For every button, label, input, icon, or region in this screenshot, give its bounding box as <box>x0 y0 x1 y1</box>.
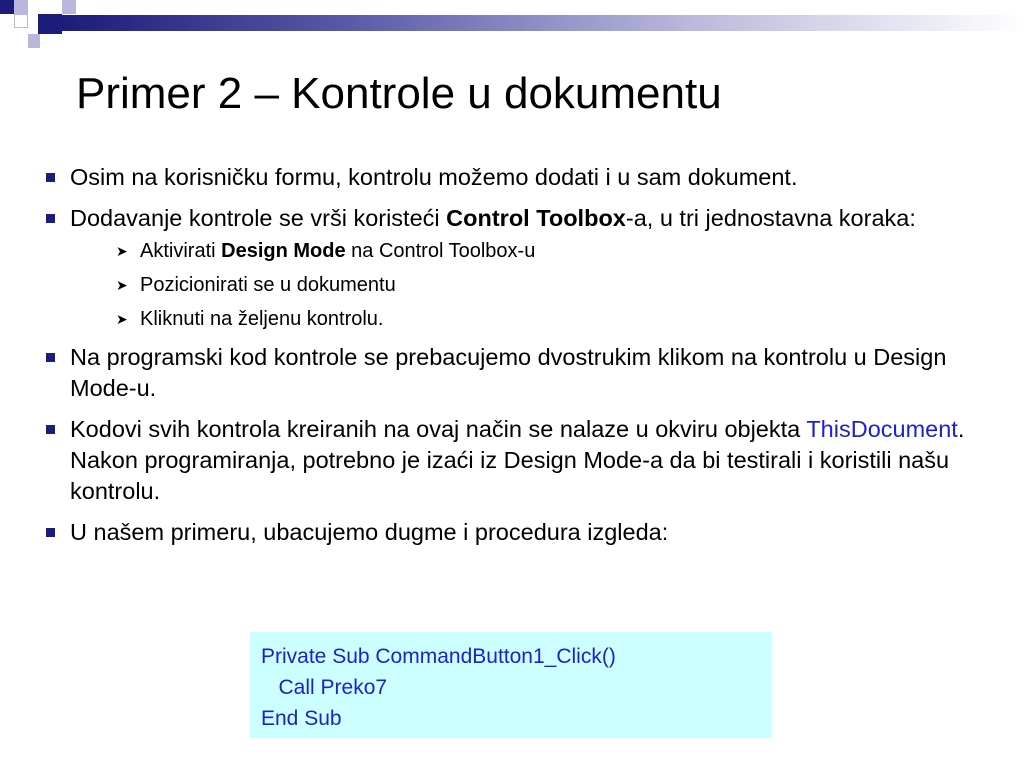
slide-title: Primer 2 – Kontrole u dokumentu <box>76 69 722 118</box>
bullet-text: -a, u tri jednostavna koraka: <box>625 205 916 231</box>
bullet-item <box>44 342 1014 404</box>
bullet-text: Kodovi svih kontrola kreiranih na ovaj način se nalaze u okviru objekta <box>70 416 807 442</box>
decor-square <box>14 14 28 28</box>
this-document-highlight: ThisDocument <box>806 416 958 442</box>
decor-square <box>14 0 28 14</box>
decor-square <box>38 14 62 34</box>
step-text: na Control Toolbox-u <box>345 240 536 262</box>
arrow-bullet-icon: ➤ <box>116 243 128 259</box>
bullet-bold-text: Control Toolbox <box>446 205 626 231</box>
header-gradient-band <box>62 15 1024 31</box>
code-line: End Sub <box>261 707 342 730</box>
bullet-text: U našem primeru, ubacujemo dugme i procedura izgleda: <box>70 519 669 545</box>
bullet-square-icon <box>46 173 55 182</box>
decor-square <box>62 0 76 14</box>
bullet-item <box>44 203 1014 332</box>
bullet-item <box>44 414 1014 507</box>
decor-square <box>28 34 40 48</box>
bullet-square-icon <box>46 353 55 362</box>
bullet-square-icon <box>46 214 55 223</box>
step-list <box>70 238 1014 332</box>
step-item <box>70 238 1014 264</box>
decor-square <box>0 0 14 14</box>
arrow-bullet-icon: ➤ <box>116 311 128 327</box>
bullet-list <box>44 162 1014 558</box>
bullet-square-icon <box>46 528 55 537</box>
bullet-text: Osim na korisničku formu, kontrolu možemo dodati i u sam dokument. <box>70 164 798 190</box>
step-bold-text: Design Mode <box>221 240 346 262</box>
code-line: Call Preko7 <box>261 676 388 699</box>
bullet-text: Na programski kod kontrole se prebacujemo dvostrukim klikom na kontrolu u Design Mode-u. <box>70 344 947 401</box>
bullet-text: Dodavanje kontrole se vrši koristeći <box>70 205 447 231</box>
bullet-text: . Nakon programiranja, potrebno je izaći iz Design Mode-a da bi testirali i koristili našu kontrolu. <box>70 416 965 504</box>
bullet-item <box>44 162 1014 193</box>
step-text: Aktivirati <box>140 240 222 262</box>
bullet-item <box>44 517 1014 548</box>
arrow-bullet-icon: ➤ <box>116 277 128 293</box>
step-item <box>70 306 1014 332</box>
code-block <box>250 632 772 738</box>
step-text: Pozicionirati se u dokumentu <box>140 274 396 296</box>
step-text: Kliknuti na željenu kontrolu. <box>140 308 384 330</box>
code-line: Private Sub CommandButton1_Click() <box>261 645 616 668</box>
step-item <box>70 272 1014 298</box>
bullet-square-icon <box>46 425 55 434</box>
